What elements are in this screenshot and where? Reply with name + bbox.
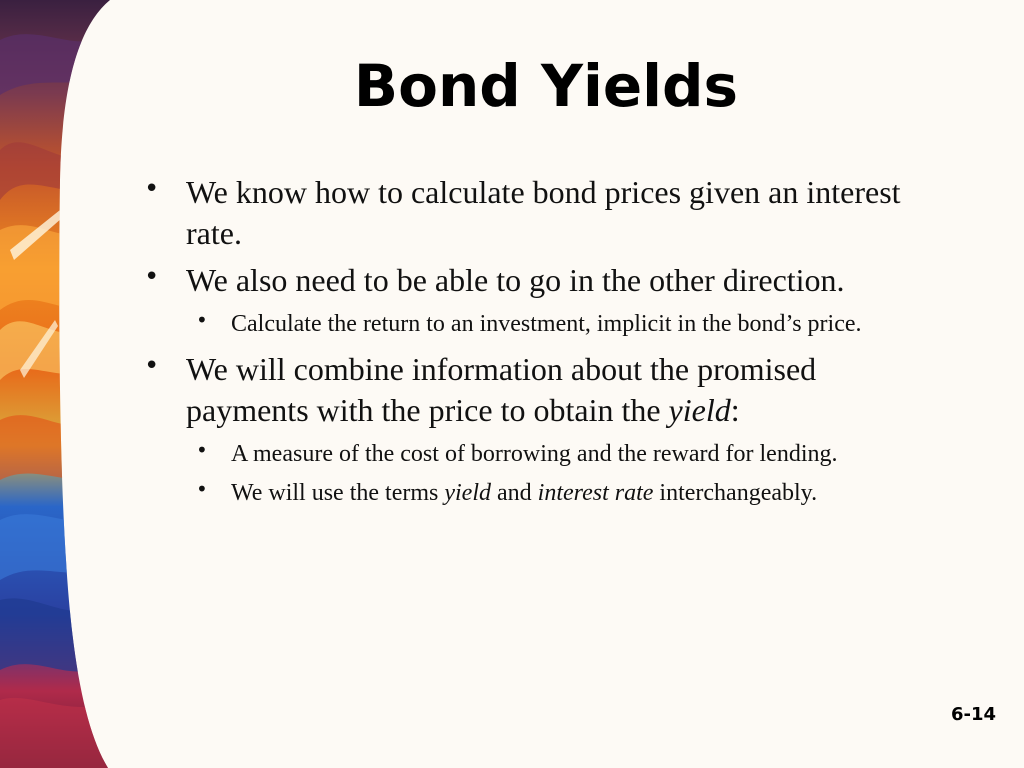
sub-bullet-item bbox=[186, 476, 943, 510]
emphasis-yield: yield bbox=[668, 392, 731, 428]
bullet-item bbox=[143, 260, 943, 301]
bullet-icon: • bbox=[144, 174, 160, 204]
bullet-list bbox=[143, 172, 943, 515]
sub-bullet-text: Calculate the return to an investment, implicit in the bond’s price. bbox=[231, 311, 862, 337]
bullet-icon: • bbox=[196, 477, 208, 501]
emphasis-yield: yield bbox=[444, 480, 491, 506]
bullet-icon: • bbox=[196, 438, 208, 462]
sub-bullet-text-part: We will use the terms bbox=[231, 480, 445, 506]
sub-bullet-item bbox=[186, 437, 943, 471]
bullet-icon: • bbox=[144, 262, 160, 292]
bullet-text-part: We will combine information about the promised payments with the price to obtain the bbox=[186, 351, 817, 428]
slide-title: Bond Yields bbox=[353, 52, 739, 120]
bullet-text bbox=[186, 351, 816, 428]
bullet-icon: • bbox=[196, 308, 208, 332]
bullet-text-part: : bbox=[730, 392, 740, 428]
sub-bullet-text bbox=[231, 480, 817, 506]
bullet-item bbox=[143, 172, 943, 254]
bullet-text: We also need to be able to go in the other direction. bbox=[186, 262, 845, 298]
emphasis-interest-rate: interest rate bbox=[537, 480, 654, 506]
bullet-icon: • bbox=[144, 351, 160, 381]
sub-bullet-item bbox=[186, 307, 943, 341]
bullet-item bbox=[143, 349, 943, 431]
slide-number: 6-14 bbox=[950, 704, 996, 725]
sub-bullet-text: A measure of the cost of borrowing and the reward for lending. bbox=[231, 441, 838, 467]
sub-bullet-text-part: interchangeably. bbox=[653, 480, 818, 506]
sub-bullet-text-part: and bbox=[491, 480, 538, 506]
bullet-text: We know how to calculate bond prices given an interest rate. bbox=[186, 174, 901, 251]
